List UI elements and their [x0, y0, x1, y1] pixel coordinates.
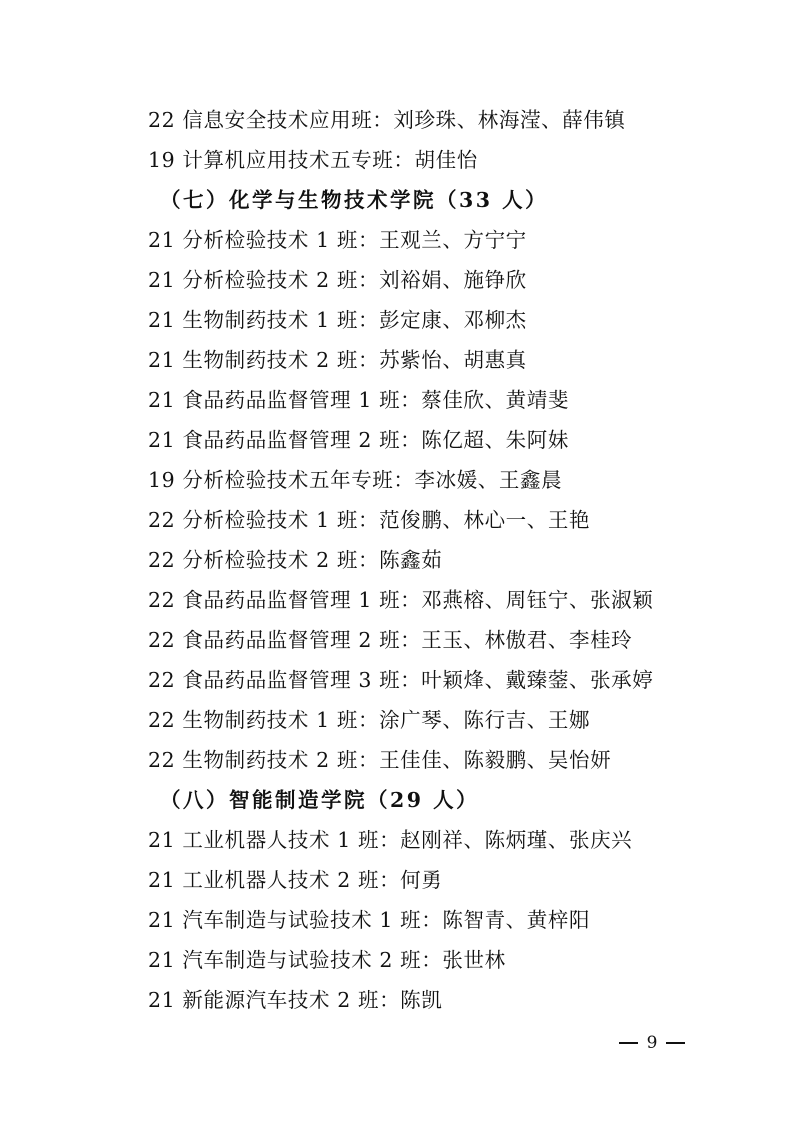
list-item: 22 食品药品监督管理 1 班：邓燕榕、周钰宁、张淑颖: [148, 588, 654, 612]
section-heading: （八）智能制造学院（29 人）: [160, 788, 480, 812]
list-item: 22 食品药品监督管理 2 班：王玉、林傲君、李桂玲: [148, 628, 633, 652]
section-heading: （七）化学与生物技术学院（33 人）: [160, 188, 549, 212]
list-item: 21 分析检验技术 1 班：王观兰、方宁宁: [148, 228, 527, 252]
list-item: 22 信息安全技术应用班：刘珍珠、林海滢、薛伟镇: [148, 108, 626, 132]
list-item: 22 生物制药技术 2 班：王佳佳、陈毅鹏、吴怡妍: [148, 748, 612, 772]
page-number-value: 9: [646, 1033, 658, 1053]
list-item: 22 食品药品监督管理 3 班：叶颖烽、戴臻蓥、张承婷: [148, 668, 654, 692]
list-item: 21 汽车制造与试验技术 1 班：陈智青、黄梓阳: [148, 908, 591, 932]
page-number: [612, 1028, 692, 1058]
list-item: 21 工业机器人技术 2 班：何勇: [148, 868, 443, 892]
list-item: 21 工业机器人技术 1 班：赵刚祥、陈炳瑾、张庆兴: [148, 828, 633, 852]
dash-right: [666, 1042, 685, 1044]
list-item: 22 生物制药技术 1 班：涂广琴、陈行吉、王娜: [148, 708, 591, 732]
list-item: 22 分析检验技术 2 班：陈鑫茹: [148, 548, 443, 572]
list-item: 21 食品药品监督管理 2 班：陈亿超、朱阿妹: [148, 428, 569, 452]
list-item: 21 汽车制造与试验技术 2 班：张世林: [148, 948, 506, 972]
list-item: 21 食品药品监督管理 1 班：蔡佳欣、黄靖斐: [148, 388, 569, 412]
list-item: 19 计算机应用技术五专班：胡佳怡: [148, 148, 478, 172]
list-item: 19 分析检验技术五年专班：李冰媛、王鑫晨: [148, 468, 563, 492]
list-item: 21 生物制药技术 2 班：苏紫怡、胡惠真: [148, 348, 527, 372]
list-item: 22 分析检验技术 1 班：范俊鹏、林心一、王艳: [148, 508, 591, 532]
list-item: 21 新能源汽车技术 2 班：陈凯: [148, 988, 443, 1012]
list-item: 21 生物制药技术 1 班：彭定康、邓柳杰: [148, 308, 527, 332]
list-item: 21 分析检验技术 2 班：刘裕娟、施铮欣: [148, 268, 527, 292]
dash-left: [619, 1042, 638, 1044]
